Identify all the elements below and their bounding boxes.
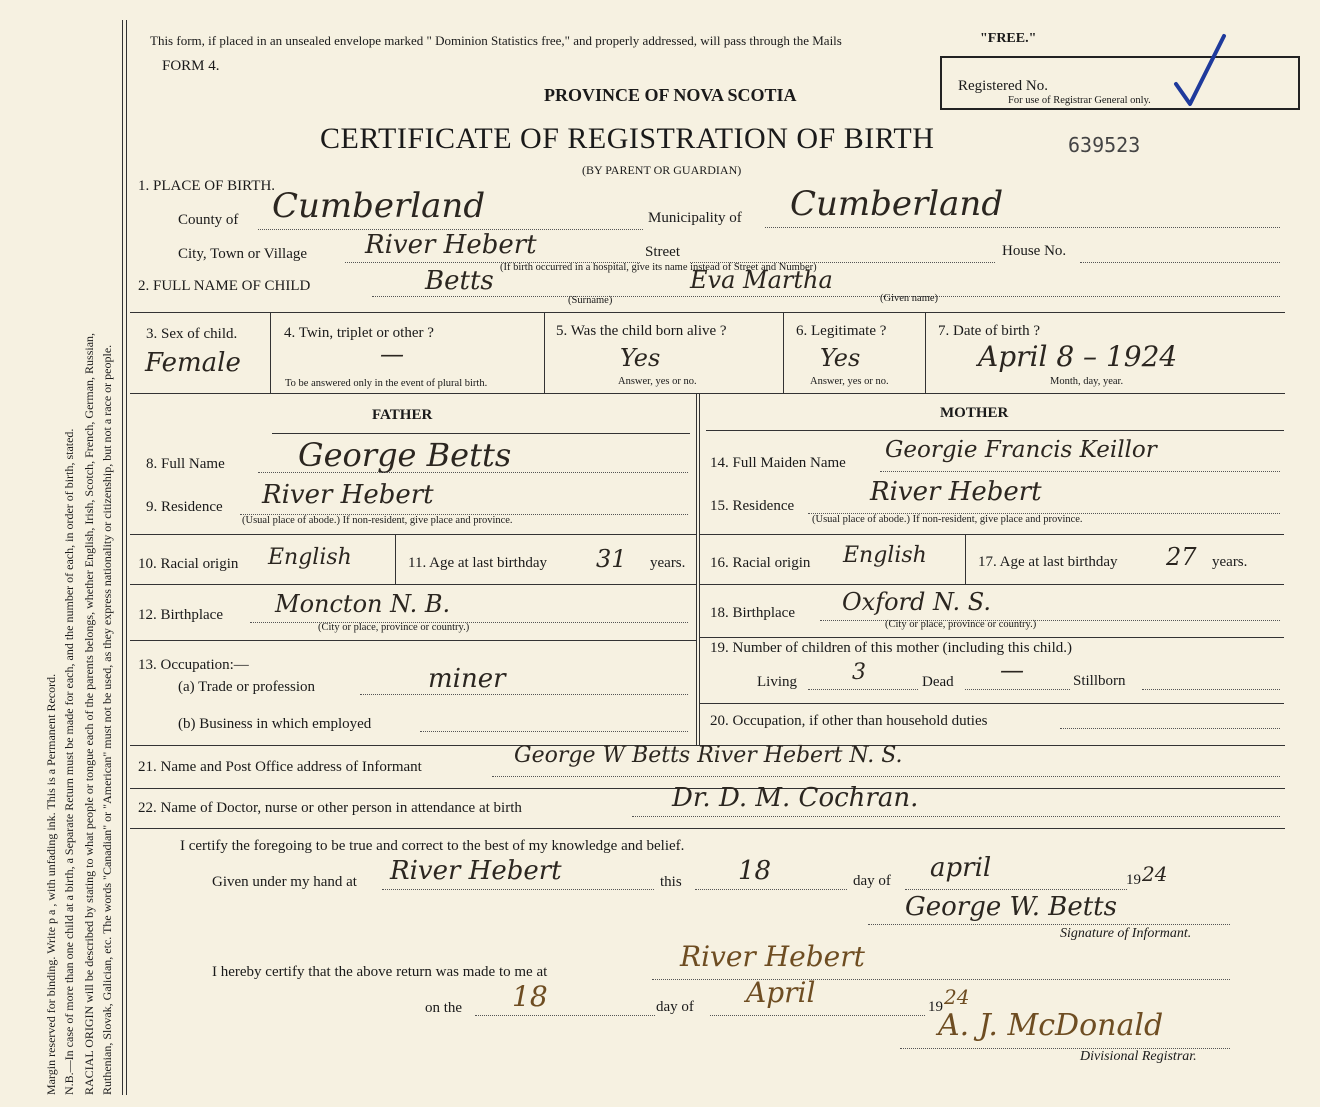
registered-no-label: Registered No. [958,78,1048,94]
father-race-value: English [268,545,352,570]
on-the-label: on the [425,1000,463,1016]
mother-birthplace-value: Oxford N. S. [842,588,991,616]
mother-heading-rule [706,430,1284,431]
father-birthplace-value: Moncton N. B. [275,590,451,618]
mother-race-value: English [843,543,927,568]
father-name-label: 8. Full Name [146,456,225,472]
mother-children-label: 19. Number of children of this mother (including this child.) [710,640,1073,656]
mother-age-value: 27 [1166,543,1197,571]
given-year-suffix: 24 [1142,862,1168,886]
mother-residence-value: River Hebert [870,477,1042,507]
dead-value: — [1000,656,1024,684]
registrar-year-prefix: 19 [928,999,943,1015]
registrar-place-line [652,979,1230,980]
born-alive-value: Yes [620,344,661,372]
mother-row-rule-2 [700,584,1284,585]
doctor-label: 22. Name of Doctor, nurse or other person in attendance at birth [138,800,522,816]
father-race-divider [395,534,396,584]
dead-label: Dead [922,674,954,690]
father-row-rule-1 [130,534,696,535]
given-day-value: 18 [738,856,772,886]
registrar-dayof-label: day of [656,999,694,1015]
mother-race-divider [965,534,966,584]
registrar-day-value: 18 [512,980,548,1013]
living-line [808,689,918,690]
dead-line [965,689,1070,690]
informant-label: 21. Name and Post Office address of Informant [138,759,422,775]
house-no-label: House No. [1002,243,1067,259]
registrar-place-value: River Hebert [680,940,865,973]
mother-age-label: 17. Age at last birthday [978,554,1118,570]
mother-heading: MOTHER [940,405,1009,421]
mother-row-rule-1 [700,534,1284,535]
mother-occupation-label: 20. Occupation, if other than household duties [710,713,988,729]
margin-racial-note-1: RACIAL ORIGIN will be described by stating to what people or tongue each of the parents belongs, whether English, Irish, Scotch, French, German, Russian, [82,332,96,1095]
margin-rule-inner [126,20,127,1095]
father-row-rule-3 [130,640,696,641]
hospital-note: (If birth occurred in a hospital, give its name instead of Street and Number) [500,262,817,273]
father-race-label: 10. Racial origin [138,556,239,572]
certificate-title: CERTIFICATE OF REGISTRATION OF BIRTH [320,122,935,155]
check-mark-icon [1172,32,1228,108]
parents-double-rule [696,393,700,745]
municipality-line [765,227,1280,228]
father-residence-value: River Hebert [262,480,434,510]
county-value: Cumberland [272,186,486,226]
informant-line [492,776,1280,777]
given-dayof-label: day of [853,873,891,889]
doctor-value: Dr. D. M. Cochran. [672,783,919,813]
row3-divider-3 [783,312,784,393]
margin-nb-note: N.B.—In case of more than one child at a birth, a Separate Return must be made for each, and the number of each, in order of birth, stated. [62,428,76,1095]
mother-row-rule-3 [700,637,1284,638]
living-value: 3 [852,660,866,685]
given-under-label: Given under my hand at [212,874,357,890]
form-number: FORM 4. [162,58,220,74]
born-alive-label: 5. Was the child born alive ? [556,323,727,339]
registrar-signature: A. J. McDonald [938,1008,1164,1043]
street-label: Street [645,244,680,260]
given-place-line [382,889,654,890]
free-label: "FREE." [980,31,1037,46]
mother-race-label: 16. Racial origin [710,555,811,571]
this-label: this [660,874,682,890]
father-trade-line [360,694,688,695]
father-age-label: 11. Age at last birthday [408,555,547,571]
registrar-use-note: For use of Registrar General only. [1008,95,1151,106]
date-of-birth-label: 7. Date of birth ? [938,323,1041,339]
registered-no-box [940,56,1300,110]
father-row-rule-2 [130,584,696,585]
informant-signature-line [868,924,1230,925]
child-name-line [372,296,1280,297]
mother-name-value: Georgie Francis Keillor [885,437,1157,463]
father-age-value: 31 [596,545,627,573]
living-label: Living [757,674,797,690]
father-residence-note: (Usual place of abode.) If non-resident, give place and province. [242,515,513,526]
certification-statement: I certify the foregoing to be true and correct to the best of my knowledge and belief. [180,838,685,854]
twin-label: 4. Twin, triplet or other ? [284,325,434,341]
twin-value: — [380,340,404,368]
legitimate-label: 6. Legitimate ? [796,323,887,339]
row3-divider-4 [925,312,926,393]
father-trade-value: miner [428,664,506,694]
certificate-subtitle: (BY PARENT OR GUARDIAN) [582,163,742,177]
given-name-note: (Given name) [880,293,939,304]
municipality-value: Cumberland [790,184,1004,224]
informant-signature: George W. Betts [905,892,1117,922]
given-day-line [695,889,847,890]
given-place-value: River Hebert [390,856,562,886]
father-birthplace-note: (City or place, province or country.) [318,622,470,633]
child-surname: Betts [425,266,494,296]
twin-note: To be answered only in the event of plural birth. [285,378,488,389]
row3-top-rule [130,312,1285,313]
mother-name-label: 14. Full Maiden Name [710,455,846,471]
sex-label: 3. Sex of child. [146,326,238,342]
father-birthplace-label: 12. Birthplace [138,607,223,623]
certificate-number: 639523 [1068,133,1141,157]
father-heading-rule [272,433,690,434]
registrar-statement: I hereby certify that the above return was made to me at [212,964,548,980]
margin-racial-note-2: Ruthenian, Slovak, Galician, etc. The words "Canadian" or "American" must not be used, as they express nationality or citizenship, but not a race or people. [100,344,114,1095]
mother-years-label: years. [1212,554,1248,570]
mother-residence-note: (Usual place of abode.) If non-resident, give place and province. [812,514,1083,525]
registrar-year-suffix: 24 [944,985,970,1009]
mother-occupation-line [1060,728,1280,729]
registrar-month-value: April [746,976,816,1009]
father-business-line [420,731,688,732]
father-business-label: (b) Business in which employed [178,716,372,732]
stillborn-line [1142,689,1280,690]
city-label: City, Town or Village [178,246,308,262]
given-year-prefix: 19 [1126,872,1141,888]
father-name-line [258,472,688,473]
born-alive-note: Answer, yes or no. [618,376,697,387]
mother-birthplace-note: (City or place, province or country.) [885,619,1037,630]
row3-divider-1 [270,312,271,393]
date-of-birth-value: April 8 – 1924 [978,340,1178,373]
mother-residence-label: 15. Residence [710,498,795,514]
doctor-line [632,816,1280,817]
given-month-line [905,889,1127,890]
margin-rule [122,20,123,1095]
registrar-day-line [475,1015,655,1016]
row3-bottom-rule [130,393,1285,394]
row3-divider-2 [544,312,545,393]
legitimate-note: Answer, yes or no. [810,376,889,387]
municipality-label: Municipality of [648,210,742,226]
signature-informant-label: Signature of Informant. [1060,926,1192,941]
child-given-name: Eva Martha [690,266,833,294]
informant-value: George W Betts River Hebert N. S. [514,743,903,768]
county-label: County of [178,212,239,228]
given-month-value: april [930,853,992,883]
father-years-label: years. [650,555,686,571]
house-no-line [1080,262,1280,263]
father-trade-label: (a) Trade or profession [178,679,316,695]
father-name-value: George Betts [298,436,512,474]
father-occupation-label: 13. Occupation:— [138,657,249,673]
province-heading: PROVINCE OF NOVA SCOTIA [544,85,797,105]
legitimate-value: Yes [820,344,861,372]
registrar-month-line [710,1015,925,1016]
surname-note: (Surname) [568,295,613,306]
father-heading: FATHER [372,407,433,423]
mother-birthplace-label: 18. Birthplace [710,605,795,621]
divisional-registrar-label: Divisional Registrar. [1080,1049,1197,1064]
place-of-birth-label: 1. PLACE OF BIRTH. [138,178,276,194]
mother-name-line [880,471,1280,472]
mother-row-rule-4 [700,703,1284,704]
date-of-birth-note: Month, day, year. [1050,376,1124,387]
mail-notice: This form, if placed in an unsealed envelope marked " Dominion Statistics free," and properly addressed, will pass through the Mails [150,33,842,48]
stillborn-label: Stillborn [1073,673,1126,689]
father-residence-label: 9. Residence [146,499,223,515]
child-name-label: 2. FULL NAME OF CHILD [138,278,311,294]
doctor-rule [130,828,1285,829]
margin-binding-note: Margin reserved for binding. Write p a , with unfading ink. This is a Permanent Record. [44,673,58,1095]
city-value: River Hebert [365,230,537,260]
sex-value: Female [145,348,241,378]
